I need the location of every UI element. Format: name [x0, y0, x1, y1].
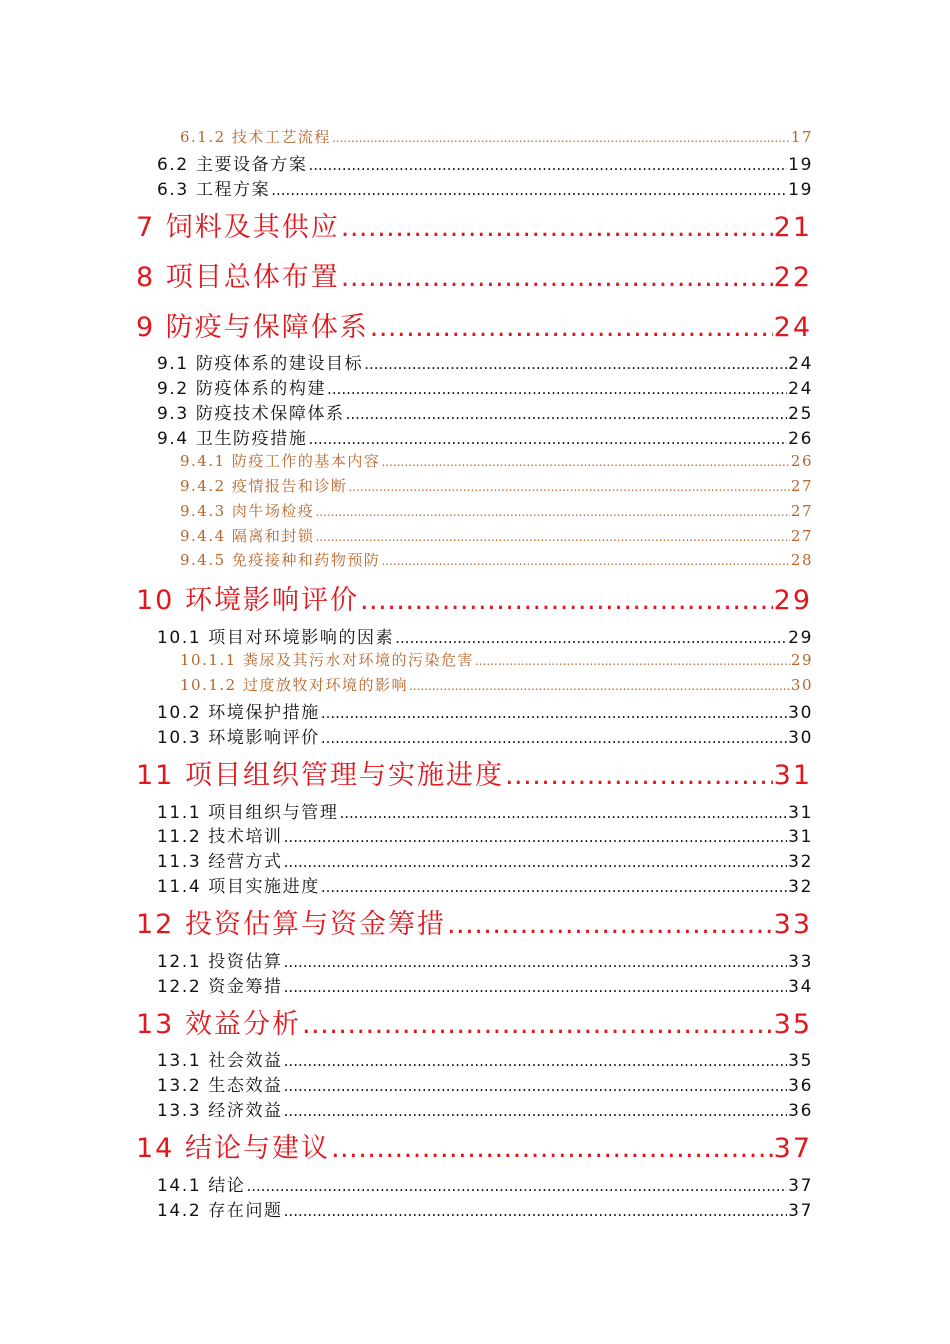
dot-leader: [302, 1009, 773, 1038]
dot-leader: [308, 430, 787, 446]
toc-page-number: 30: [790, 676, 813, 694]
toc-page-number: 27: [790, 502, 813, 520]
toc-entry-label: 10.1 项目对环境影响的因素: [157, 628, 395, 645]
dot-leader: [284, 1202, 788, 1218]
toc-page-number: 27: [790, 527, 813, 545]
toc-entry-label: 14 结论与建议: [136, 1133, 330, 1162]
toc-entry-label: 10.1.2 过度放牧对环境的影响: [180, 676, 408, 694]
toc-entry-9-2[interactable]: [157, 374, 813, 396]
dot-leader: [346, 405, 788, 421]
toc-entry-14-1[interactable]: [157, 1171, 813, 1193]
toc-page-number: 36: [788, 1101, 813, 1118]
toc-entry-10-3[interactable]: [157, 723, 813, 745]
toc-entry-9-1[interactable]: [157, 349, 813, 371]
toc-entry-label: 11.3 经营方式: [157, 852, 283, 869]
toc-entry-13-2[interactable]: [157, 1071, 813, 1093]
toc-entry-label: 9 防疫与保障体系: [136, 312, 369, 341]
toc-page-number: 33: [773, 909, 812, 938]
toc-page-number: 26: [788, 429, 813, 446]
toc-entry-13-1[interactable]: [157, 1046, 813, 1068]
dot-leader: [381, 554, 789, 568]
toc-entry-10[interactable]: [136, 578, 812, 614]
toc-entry-label: 12.1 投资估算: [157, 952, 283, 969]
dot-leader: [332, 131, 790, 145]
toc-page-number: 22: [773, 262, 812, 291]
dot-leader: [348, 480, 789, 494]
toc-page-number: 31: [788, 803, 813, 820]
toc-page-number: 24: [773, 312, 812, 341]
toc-page-number: 31: [773, 760, 812, 789]
toc-page-number: 32: [788, 852, 813, 869]
toc-page-number: 25: [788, 404, 813, 421]
toc-entry-6-2[interactable]: [157, 150, 813, 172]
toc-page-number: 27: [790, 477, 813, 495]
toc-entry-label: 9.4.5 免疫接种和药物预防: [180, 551, 381, 569]
dot-leader: [284, 1102, 788, 1118]
toc-page-number: 21: [773, 212, 812, 241]
toc-entry-label: 9.2 防疫体系的构建: [157, 379, 327, 396]
dot-leader: [381, 455, 789, 469]
toc-page-number: 28: [790, 551, 813, 569]
toc-entry-label: 13 效益分析: [136, 1009, 301, 1038]
toc-entry-label: 13.1 社会效益: [157, 1051, 283, 1068]
dot-leader: [505, 760, 773, 789]
toc-entry-label: 6.2 主要设备方案: [157, 155, 308, 172]
dot-leader: [308, 156, 787, 172]
toc-entry-6-1-2[interactable]: [180, 126, 813, 146]
toc-entry-7[interactable]: [136, 205, 812, 241]
toc-entry-8[interactable]: [136, 255, 812, 291]
dot-leader: [447, 909, 773, 938]
toc-entry-label: 9.4 卫生防疫措施: [157, 429, 308, 446]
toc-page-number: 29: [790, 651, 813, 669]
dot-leader: [284, 1052, 788, 1068]
toc-entry-label: 9.4.3 肉牛场检疫: [180, 502, 315, 520]
toc-entry-label: 9.1 防疫体系的建设目标: [157, 354, 364, 371]
dot-leader: [321, 704, 787, 720]
dot-leader: [315, 530, 789, 544]
dot-leader: [315, 505, 789, 519]
dot-leader: [246, 1177, 787, 1193]
toc-entry-13[interactable]: [136, 1002, 812, 1038]
toc-entry-12-2[interactable]: [157, 972, 813, 994]
toc-entry-10-1-2[interactable]: [180, 674, 813, 694]
toc-entry-label: 13.3 经济效益: [157, 1101, 283, 1118]
toc-entry-9-4[interactable]: [157, 424, 813, 446]
toc-page-number: 34: [788, 977, 813, 994]
toc-entry-9-4-5[interactable]: [180, 549, 813, 569]
toc-entry-10-1-1[interactable]: [180, 649, 813, 669]
toc-entry-14-2[interactable]: [157, 1196, 813, 1218]
toc-page-number: 36: [788, 1076, 813, 1093]
toc-entry-label: 10.2 环境保护措施: [157, 703, 320, 720]
toc-entry-label: 8 项目总体布置: [136, 262, 340, 291]
toc-entry-12[interactable]: [136, 902, 812, 938]
toc-entry-label: 10.1.1 粪尿及其污水对环境的污染危害: [180, 651, 474, 669]
toc-entry-6-3[interactable]: [157, 175, 813, 197]
toc-page-number: 29: [788, 628, 813, 645]
toc-entry-14[interactable]: [136, 1126, 812, 1162]
toc-entry-label: 6.1.2 技术工艺流程: [180, 128, 331, 146]
dot-leader: [339, 804, 787, 820]
dot-leader: [271, 181, 787, 197]
toc-entry-11[interactable]: [136, 753, 812, 789]
toc-page-number: 19: [788, 155, 813, 172]
toc-entry-10-2[interactable]: [157, 698, 813, 720]
toc-entry-label: 11 项目组织管理与实施进度: [136, 760, 504, 789]
dot-leader: [321, 878, 787, 894]
toc-page-number: 33: [788, 952, 813, 969]
toc-entry-10-1[interactable]: [157, 623, 813, 645]
dot-leader: [360, 585, 773, 614]
dot-leader: [409, 679, 790, 693]
toc-page-number: 29: [773, 585, 812, 614]
toc-entry-label: 7 饲料及其供应: [136, 212, 340, 241]
toc-entry-11-3[interactable]: [157, 847, 813, 869]
toc-entry-9-4-4[interactable]: [180, 525, 813, 545]
toc-page-number: 24: [788, 354, 813, 371]
dot-leader: [341, 212, 773, 241]
dot-leader: [284, 1077, 788, 1093]
toc-entry-label: 9.4.2 疫情报告和诊断: [180, 477, 348, 495]
toc-entry-label: 11.4 项目实施进度: [157, 877, 320, 894]
toc-page-number: 37: [788, 1201, 813, 1218]
toc-page-number: 17: [790, 128, 813, 146]
toc-page-number: 26: [790, 452, 813, 470]
dot-leader: [370, 312, 773, 341]
dot-leader: [331, 1133, 773, 1162]
toc-entry-label: 12.2 资金筹措: [157, 977, 283, 994]
toc-page-number: 30: [788, 703, 813, 720]
toc-entry-9-4-1[interactable]: [180, 450, 813, 470]
toc-page-number: 30: [788, 728, 813, 745]
toc-entry-9[interactable]: [136, 305, 812, 341]
toc-entry-label: 9.3 防疫技术保障体系: [157, 404, 345, 421]
toc-entry-label: 14.1 结论: [157, 1176, 246, 1193]
toc-entry-label: 11.1 项目组织与管理: [157, 803, 339, 820]
toc-page-number: 37: [773, 1133, 812, 1162]
dot-leader: [284, 853, 788, 869]
toc-entry-label: 6.3 工程方案: [157, 180, 271, 197]
dot-leader: [341, 262, 773, 291]
dot-leader: [321, 729, 787, 745]
toc-page-number: 35: [773, 1009, 812, 1038]
toc-page-number: 32: [788, 877, 813, 894]
dot-leader: [284, 953, 788, 969]
toc-entry-11-2[interactable]: [157, 822, 813, 844]
toc-entry-11-4[interactable]: [157, 872, 813, 894]
dot-leader: [395, 629, 787, 645]
dot-leader: [475, 654, 790, 668]
toc-entry-12-1[interactable]: [157, 947, 813, 969]
toc-page-number: 19: [788, 180, 813, 197]
dot-leader: [284, 978, 788, 994]
dot-leader: [364, 355, 787, 371]
toc-entry-label: 12 投资估算与资金筹措: [136, 909, 446, 938]
toc-entry-label: 10 环境影响评价: [136, 585, 359, 614]
toc-entry-9-3[interactable]: [157, 399, 813, 421]
toc-entry-13-3[interactable]: [157, 1096, 813, 1118]
toc-page-number: 24: [788, 379, 813, 396]
toc-page-number: 35: [788, 1051, 813, 1068]
dot-leader: [327, 380, 787, 396]
toc-entry-9-4-2[interactable]: [180, 475, 813, 495]
toc-entry-11-1[interactable]: [157, 798, 813, 820]
toc-page-number: 37: [788, 1176, 813, 1193]
toc-entry-label: 14.2 存在问题: [157, 1201, 283, 1218]
toc-entry-label: 13.2 生态效益: [157, 1076, 283, 1093]
toc-page-number: 31: [788, 827, 813, 844]
toc-entry-label: 9.4.4 隔离和封锁: [180, 527, 315, 545]
toc-entry-9-4-3[interactable]: [180, 500, 813, 520]
toc-entry-label: 11.2 技术培训: [157, 827, 283, 844]
dot-leader: [284, 828, 788, 844]
toc-entry-label: 9.4.1 防疫工作的基本内容: [180, 452, 381, 470]
toc-entry-label: 10.3 环境影响评价: [157, 728, 320, 745]
